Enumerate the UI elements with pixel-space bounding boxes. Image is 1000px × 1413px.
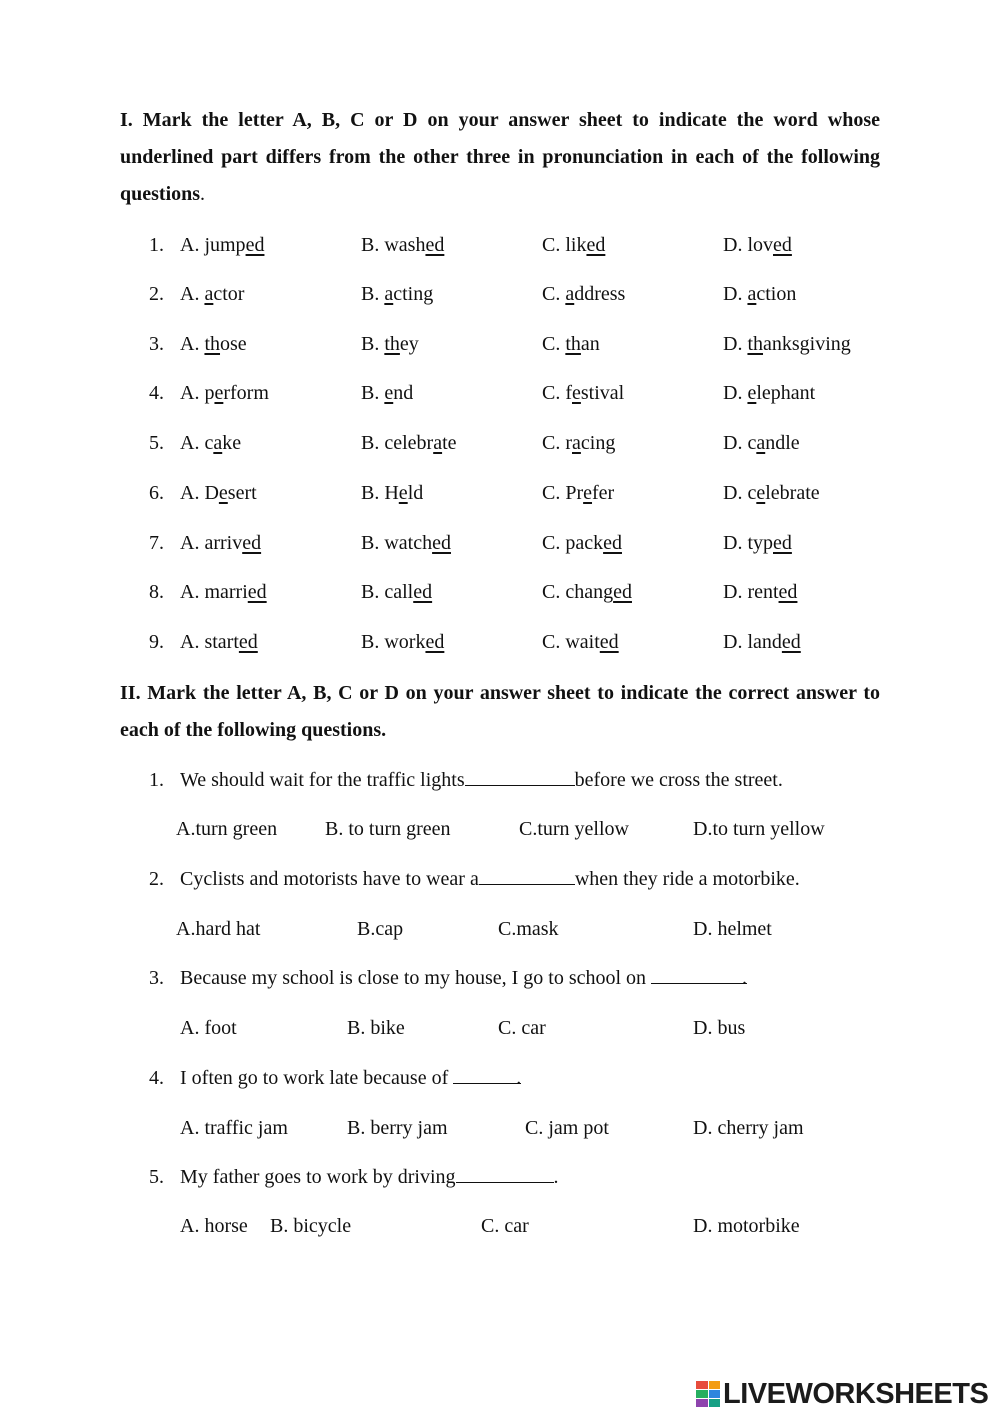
option-a[interactable]: A. foot bbox=[180, 1017, 237, 1039]
option-d[interactable]: D. rented bbox=[723, 581, 798, 603]
option-d[interactable]: D. motorbike bbox=[693, 1215, 800, 1237]
option-c[interactable]: C. than bbox=[542, 333, 600, 355]
section-2-heading: II. Mark the letter A, B, C or D on your answer sheet to indicate the correct answer to each of the following questions. bbox=[120, 682, 880, 741]
option-d[interactable]: D. elephant bbox=[723, 382, 816, 404]
question-number: 7. bbox=[149, 532, 164, 554]
option-d[interactable]: D. loved bbox=[723, 234, 792, 256]
option-c[interactable]: C. packed bbox=[542, 532, 622, 554]
option-c[interactable]: C. car bbox=[498, 1017, 546, 1039]
liveworksheets-logo-icon bbox=[696, 1381, 720, 1407]
question-number: 2. bbox=[149, 283, 164, 305]
question-text: I often go to work late because of . bbox=[180, 1063, 521, 1093]
option-a[interactable]: A. married bbox=[180, 581, 267, 603]
option-c[interactable]: C. liked bbox=[542, 234, 606, 256]
pronunciation-question-6 bbox=[0, 478, 1000, 508]
option-d[interactable]: D. thanksgiving bbox=[723, 333, 851, 355]
option-a[interactable]: A.hard hat bbox=[176, 918, 261, 940]
section-1-heading bbox=[120, 102, 880, 213]
section-1-heading-period: . bbox=[200, 183, 206, 205]
option-b[interactable]: B. celebrate bbox=[361, 432, 457, 454]
option-d[interactable]: D. action bbox=[723, 283, 797, 305]
question-number: 5. bbox=[149, 432, 164, 454]
option-c[interactable]: C.turn yellow bbox=[519, 818, 629, 840]
option-d[interactable]: D. helmet bbox=[693, 918, 772, 940]
grammar-question-2-options bbox=[0, 914, 1000, 944]
pronunciation-question-1 bbox=[0, 230, 1000, 260]
question-number: 8. bbox=[149, 581, 164, 603]
answer-blank[interactable] bbox=[479, 864, 575, 885]
grammar-question-5-options bbox=[0, 1211, 1000, 1241]
option-b[interactable]: B. watched bbox=[361, 532, 451, 554]
option-b[interactable]: B. washed bbox=[361, 234, 445, 256]
option-b[interactable]: B. to turn green bbox=[325, 818, 451, 840]
option-b[interactable]: B. Held bbox=[361, 482, 424, 504]
question-number: 9. bbox=[149, 631, 164, 653]
question-number: 2. bbox=[149, 868, 164, 890]
pronunciation-question-4 bbox=[0, 378, 1000, 408]
grammar-question-1-stem bbox=[0, 765, 1000, 795]
option-c[interactable]: C. Prefer bbox=[542, 482, 615, 504]
section-1-heading-text: I. Mark the letter A, B, C or D on your answer sheet to indicate the word whose underlined part differs from the other three in pronunciation in each of the following questions bbox=[120, 109, 880, 205]
question-number: 1. bbox=[149, 234, 164, 256]
question-text: Because my school is close to my house, I go to school on . bbox=[180, 963, 747, 993]
question-number: 6. bbox=[149, 482, 164, 504]
answer-blank[interactable]: . bbox=[651, 963, 747, 984]
option-b[interactable]: B. bike bbox=[347, 1017, 405, 1039]
option-c[interactable]: C. waited bbox=[542, 631, 619, 653]
option-a[interactable]: A.turn green bbox=[176, 818, 278, 840]
pronunciation-question-3 bbox=[0, 329, 1000, 359]
option-d[interactable]: D. candle bbox=[723, 432, 800, 454]
question-number: 3. bbox=[149, 967, 164, 989]
grammar-question-4-options bbox=[0, 1113, 1000, 1143]
option-a[interactable]: A. started bbox=[180, 631, 258, 653]
question-number: 1. bbox=[149, 769, 164, 791]
option-a[interactable]: A. those bbox=[180, 333, 247, 355]
question-text: My father goes to work by driving . bbox=[180, 1162, 559, 1192]
option-d[interactable]: D. celebrate bbox=[723, 482, 820, 504]
option-b[interactable]: B. berry jam bbox=[347, 1117, 448, 1139]
question-number: 3. bbox=[149, 333, 164, 355]
pronunciation-question-5 bbox=[0, 428, 1000, 458]
option-c[interactable]: C.mask bbox=[498, 918, 559, 940]
option-d[interactable]: D.to turn yellow bbox=[693, 818, 825, 840]
option-b[interactable]: B. they bbox=[361, 333, 419, 355]
answer-blank[interactable] bbox=[456, 1162, 554, 1183]
option-d[interactable]: D. bus bbox=[693, 1017, 746, 1039]
logo-text: LIVEWORKSHEETS bbox=[723, 1377, 989, 1410]
option-c[interactable]: C. jam pot bbox=[525, 1117, 609, 1139]
option-c[interactable]: C. festival bbox=[542, 382, 625, 404]
question-text: We should wait for the traffic lights before we cross the street. bbox=[180, 765, 783, 795]
option-d[interactable]: D. landed bbox=[723, 631, 801, 653]
option-b[interactable]: B. end bbox=[361, 382, 414, 404]
option-b[interactable]: B. called bbox=[361, 581, 433, 603]
grammar-question-3-stem bbox=[0, 963, 1000, 993]
option-b[interactable]: B. bicycle bbox=[270, 1215, 352, 1237]
option-c[interactable]: C. address bbox=[542, 283, 626, 305]
option-a[interactable]: A. traffic jam bbox=[180, 1117, 288, 1139]
pronunciation-question-8 bbox=[0, 577, 1000, 607]
option-b[interactable]: B. acting bbox=[361, 283, 434, 305]
option-a[interactable]: A. arrived bbox=[180, 532, 262, 554]
grammar-question-5-stem bbox=[0, 1162, 1000, 1192]
option-d[interactable]: D. cherry jam bbox=[693, 1117, 804, 1139]
pronunciation-question-9 bbox=[0, 627, 1000, 657]
grammar-question-2-stem bbox=[0, 864, 1000, 894]
question-text: Cyclists and motorists have to wear a when they ride a motorbike. bbox=[180, 864, 800, 894]
grammar-question-4-stem bbox=[0, 1063, 1000, 1093]
option-a[interactable]: A. Desert bbox=[180, 482, 257, 504]
option-a[interactable]: A. cake bbox=[180, 432, 242, 454]
option-c[interactable]: C. changed bbox=[542, 581, 632, 603]
option-a[interactable]: A. perform bbox=[180, 382, 269, 404]
option-c[interactable]: C. racing bbox=[542, 432, 616, 454]
answer-blank[interactable]: . bbox=[453, 1063, 521, 1084]
option-a[interactable]: A. actor bbox=[180, 283, 245, 305]
pronunciation-question-2 bbox=[0, 279, 1000, 309]
option-d[interactable]: D. typed bbox=[723, 532, 792, 554]
question-number: 4. bbox=[149, 382, 164, 404]
liveworksheets-logo[interactable] bbox=[696, 1378, 988, 1410]
grammar-question-1-options bbox=[0, 814, 1000, 844]
question-number: 4. bbox=[149, 1067, 164, 1089]
option-b[interactable]: B.cap bbox=[357, 918, 404, 940]
answer-blank[interactable] bbox=[465, 765, 575, 786]
option-c[interactable]: C. car bbox=[481, 1215, 529, 1237]
pronunciation-question-7 bbox=[0, 528, 1000, 558]
option-a[interactable]: A. jumped bbox=[180, 234, 265, 256]
question-number: 5. bbox=[149, 1166, 164, 1188]
option-a[interactable]: A. horse bbox=[180, 1215, 248, 1237]
grammar-question-3-options bbox=[0, 1013, 1000, 1043]
option-b[interactable]: B. worked bbox=[361, 631, 445, 653]
